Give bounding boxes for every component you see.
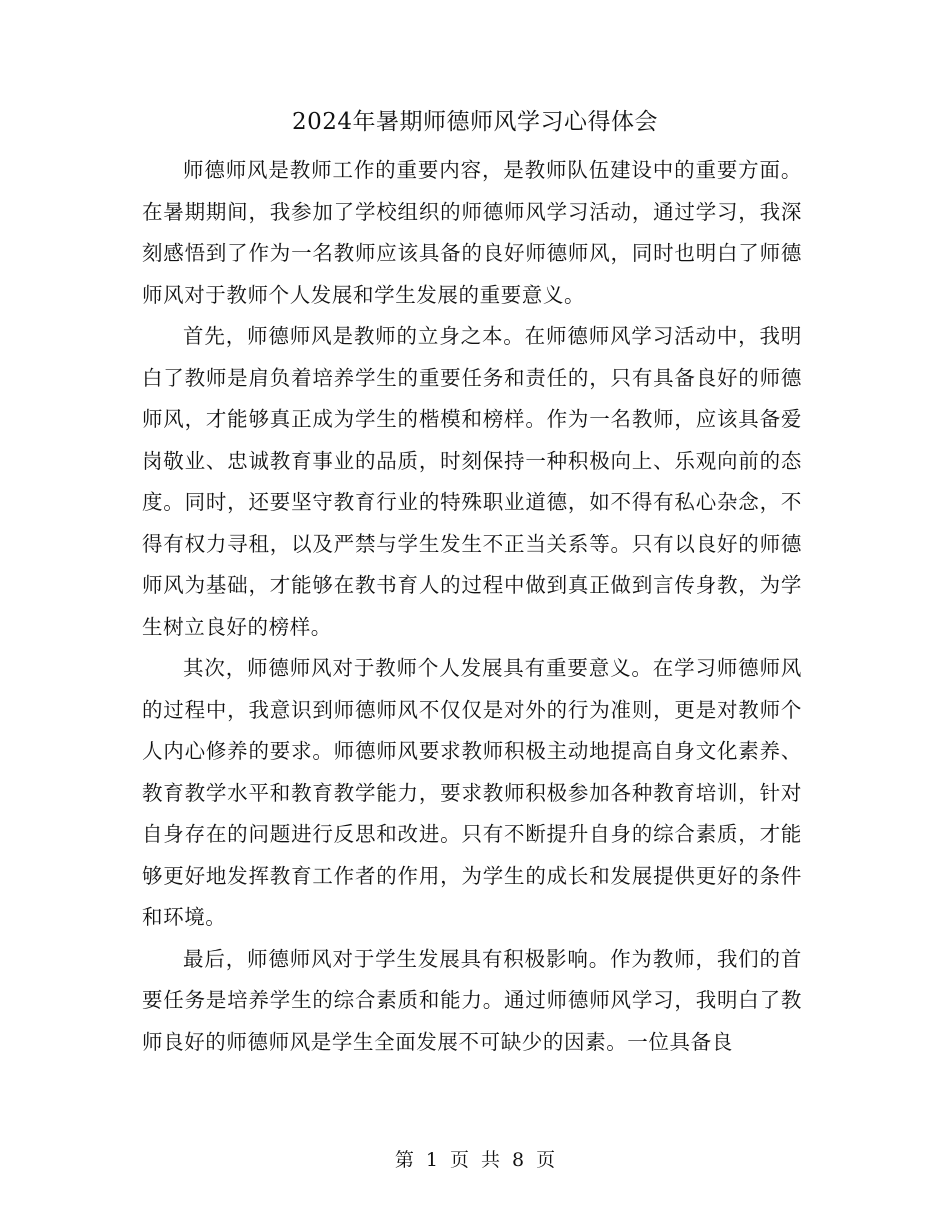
document-title: 2024年暑期师德师风学习心得体会 [291, 109, 659, 135]
paragraph-first: 首先，师德师风是教师的立身之本。在师德师风学习活动中，我明白了教师是肩负着培养学生的重要任务和责任的，只有具备良好的师德师风，才能够真正成为学生的楷模和榜样。作为一名教师，应该具备爱岗敬业、忠诚教育事业的品质，时刻保持一种积极向上、乐观向前的态度。同时，还要坚守教育行业的特殊职业道德，如不得有私心杂念，不得有权力寻租，以及严禁与学生发生不正当关系等。只有以良好的师德师风为基础，才能够在教书育人的过程中做到真正做到言传身教，为学生树立良好的榜样。 [142, 324, 802, 639]
document-body [142, 150, 802, 1063]
paragraph-second: 其次，师德师风对于教师个人发展具有重要意义。在学习师德师风的过程中，我意识到师德师风不仅仅是对外的行为准则，更是对教师个人内心修养的要求。师德师风要求教师积极主动地提高自身文化素养、教育教学水平和教育教学能力，要求教师积极参加各种教育培训，针对自身存在的问题进行反思和改进。只有不断提升自身的综合素质，才能够更好地发挥教育工作者的作用，为学生的成长和发展提供更好的条件和环境。 [142, 656, 802, 929]
paragraph-intro: 师德师风是教师工作的重要内容，是教师队伍建设中的重要方面。在暑期期间，我参加了学校组织的师德师风学习活动，通过学习，我深刻感悟到了作为一名教师应该具备的良好师德师风，同时也明白了师德师风对于教师个人发展和学生发展的重要意义。 [142, 158, 802, 307]
paragraph-last: 最后，师德师风对于学生发展具有积极影响。作为教师，我们的首要任务是培养学生的综合素质和能力。通过师德师风学习，我明白了教师良好的师德师风是学生全面发展不可缺少的因素。一位具备良 [142, 946, 802, 1054]
page-footer: 第 1 页 共 8 页 [394, 1149, 556, 1171]
